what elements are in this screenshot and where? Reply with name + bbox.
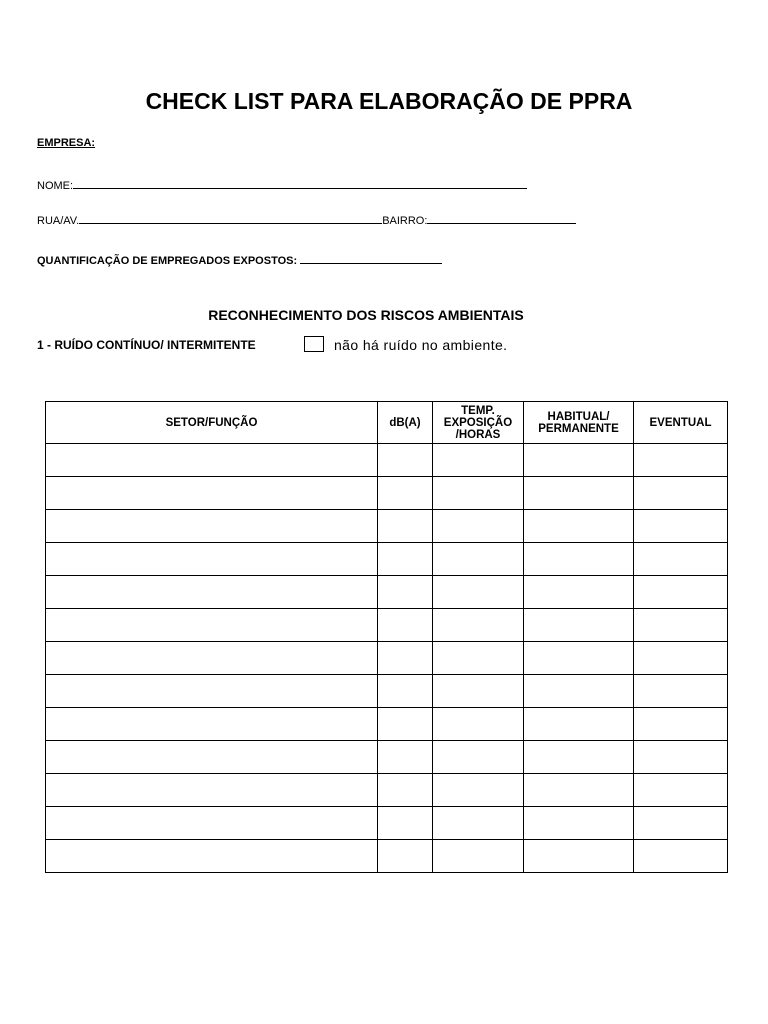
cell-habitual[interactable]	[524, 708, 634, 741]
cell-db[interactable]	[378, 708, 433, 741]
item1-label: 1 - RUÍDO CONTÍNUO/ INTERMITENTE	[37, 338, 256, 352]
cell-eventual[interactable]	[634, 840, 728, 873]
table-row	[46, 444, 728, 477]
page-title: CHECK LIST PARA ELABORAÇÃO DE PPRA	[145, 88, 633, 114]
cell-temp[interactable]	[433, 609, 524, 642]
cell-habitual[interactable]	[524, 807, 634, 840]
table-row	[46, 510, 728, 543]
cell-db[interactable]	[378, 576, 433, 609]
cell-temp[interactable]	[433, 840, 524, 873]
cell-setor[interactable]	[46, 675, 378, 708]
section-title: RECONHECIMENTO DOS RISCOS AMBIENTAIS	[208, 307, 524, 323]
cell-eventual[interactable]	[634, 708, 728, 741]
rua-label: RUA/AV.	[37, 215, 80, 227]
table-row	[46, 477, 728, 510]
header-temp-line2: EXPOSIÇÃO	[443, 416, 513, 429]
cell-eventual[interactable]	[634, 477, 728, 510]
cell-eventual[interactable]	[634, 741, 728, 774]
header-setor-funcao: SETOR/FUNÇÃO	[46, 402, 378, 444]
cell-setor[interactable]	[46, 543, 378, 576]
table-row	[46, 576, 728, 609]
cell-temp[interactable]	[433, 543, 524, 576]
cell-setor[interactable]	[46, 807, 378, 840]
cell-habitual[interactable]	[524, 543, 634, 576]
cell-temp[interactable]	[433, 675, 524, 708]
nome-field	[37, 177, 527, 192]
nome-blank-line[interactable]	[73, 177, 527, 189]
cell-eventual[interactable]	[634, 444, 728, 477]
cell-setor[interactable]	[46, 840, 378, 873]
cell-eventual[interactable]	[634, 774, 728, 807]
cell-setor[interactable]	[46, 576, 378, 609]
table-row	[46, 840, 728, 873]
noise-table	[45, 401, 728, 873]
cell-db[interactable]	[378, 807, 433, 840]
table-row	[46, 675, 728, 708]
cell-habitual[interactable]	[524, 840, 634, 873]
rua-blank-line[interactable]	[79, 212, 382, 224]
cell-setor[interactable]	[46, 510, 378, 543]
cell-habitual[interactable]	[524, 444, 634, 477]
cell-temp[interactable]	[433, 708, 524, 741]
bairro-label: BAIRRO:	[382, 215, 428, 227]
cell-db[interactable]	[378, 609, 433, 642]
cell-habitual[interactable]	[524, 741, 634, 774]
table-row	[46, 741, 728, 774]
cell-eventual[interactable]	[634, 510, 728, 543]
cell-eventual[interactable]	[634, 543, 728, 576]
header-db: dB(A)	[378, 402, 433, 444]
cell-eventual[interactable]	[634, 675, 728, 708]
cell-habitual[interactable]	[524, 609, 634, 642]
address-field	[37, 212, 576, 227]
table-row	[46, 774, 728, 807]
cell-habitual[interactable]	[524, 510, 634, 543]
no-noise-checkbox[interactable]	[304, 336, 324, 352]
quantificacao-field	[37, 252, 442, 267]
header-temp-line3: /HORAS	[455, 428, 501, 441]
cell-habitual[interactable]	[524, 642, 634, 675]
table-row	[46, 642, 728, 675]
cell-setor[interactable]	[46, 477, 378, 510]
quantificacao-label: QUANTIFICAÇÃO DE EMPREGADOS EXPOSTOS:	[37, 255, 298, 267]
cell-setor[interactable]	[46, 609, 378, 642]
header-habitual-line2: PERMANENTE	[538, 422, 619, 435]
empresa-label: EMPRESA:	[37, 137, 96, 149]
cell-setor[interactable]	[46, 774, 378, 807]
cell-db[interactable]	[378, 774, 433, 807]
table-body	[46, 444, 728, 873]
cell-temp[interactable]	[433, 642, 524, 675]
cell-db[interactable]	[378, 510, 433, 543]
cell-temp[interactable]	[433, 576, 524, 609]
cell-temp[interactable]	[433, 444, 524, 477]
cell-db[interactable]	[378, 840, 433, 873]
cell-habitual[interactable]	[524, 477, 634, 510]
header-temp-exposicao	[433, 402, 524, 444]
header-eventual: EVENTUAL	[634, 402, 728, 444]
no-noise-checkbox-label: não há ruído no ambiente.	[334, 337, 508, 353]
cell-temp[interactable]	[433, 741, 524, 774]
cell-eventual[interactable]	[634, 576, 728, 609]
cell-temp[interactable]	[433, 510, 524, 543]
table-row	[46, 708, 728, 741]
table-row	[46, 543, 728, 576]
cell-db[interactable]	[378, 675, 433, 708]
cell-setor[interactable]	[46, 642, 378, 675]
table-row	[46, 807, 728, 840]
cell-setor[interactable]	[46, 741, 378, 774]
table-header-row	[46, 402, 728, 444]
cell-eventual[interactable]	[634, 807, 728, 840]
cell-db[interactable]	[378, 444, 433, 477]
header-habitual-permanente	[524, 402, 634, 444]
header-habitual-line1: HABITUAL/	[547, 410, 610, 423]
header-temp-line1: TEMP.	[461, 404, 495, 417]
cell-temp[interactable]	[433, 477, 524, 510]
bairro-blank-line[interactable]	[427, 212, 576, 224]
cell-temp[interactable]	[433, 774, 524, 807]
cell-habitual[interactable]	[524, 675, 634, 708]
cell-eventual[interactable]	[634, 642, 728, 675]
cell-habitual[interactable]	[524, 774, 634, 807]
cell-db[interactable]	[378, 477, 433, 510]
cell-eventual[interactable]	[634, 609, 728, 642]
cell-temp[interactable]	[433, 807, 524, 840]
cell-habitual[interactable]	[524, 576, 634, 609]
cell-db[interactable]	[378, 741, 433, 774]
cell-db[interactable]	[378, 543, 433, 576]
cell-setor[interactable]	[46, 444, 378, 477]
nome-label: NOME:	[37, 180, 74, 192]
cell-db[interactable]	[378, 642, 433, 675]
table-row	[46, 609, 728, 642]
cell-setor[interactable]	[46, 708, 378, 741]
quantificacao-blank-line[interactable]	[300, 252, 442, 264]
